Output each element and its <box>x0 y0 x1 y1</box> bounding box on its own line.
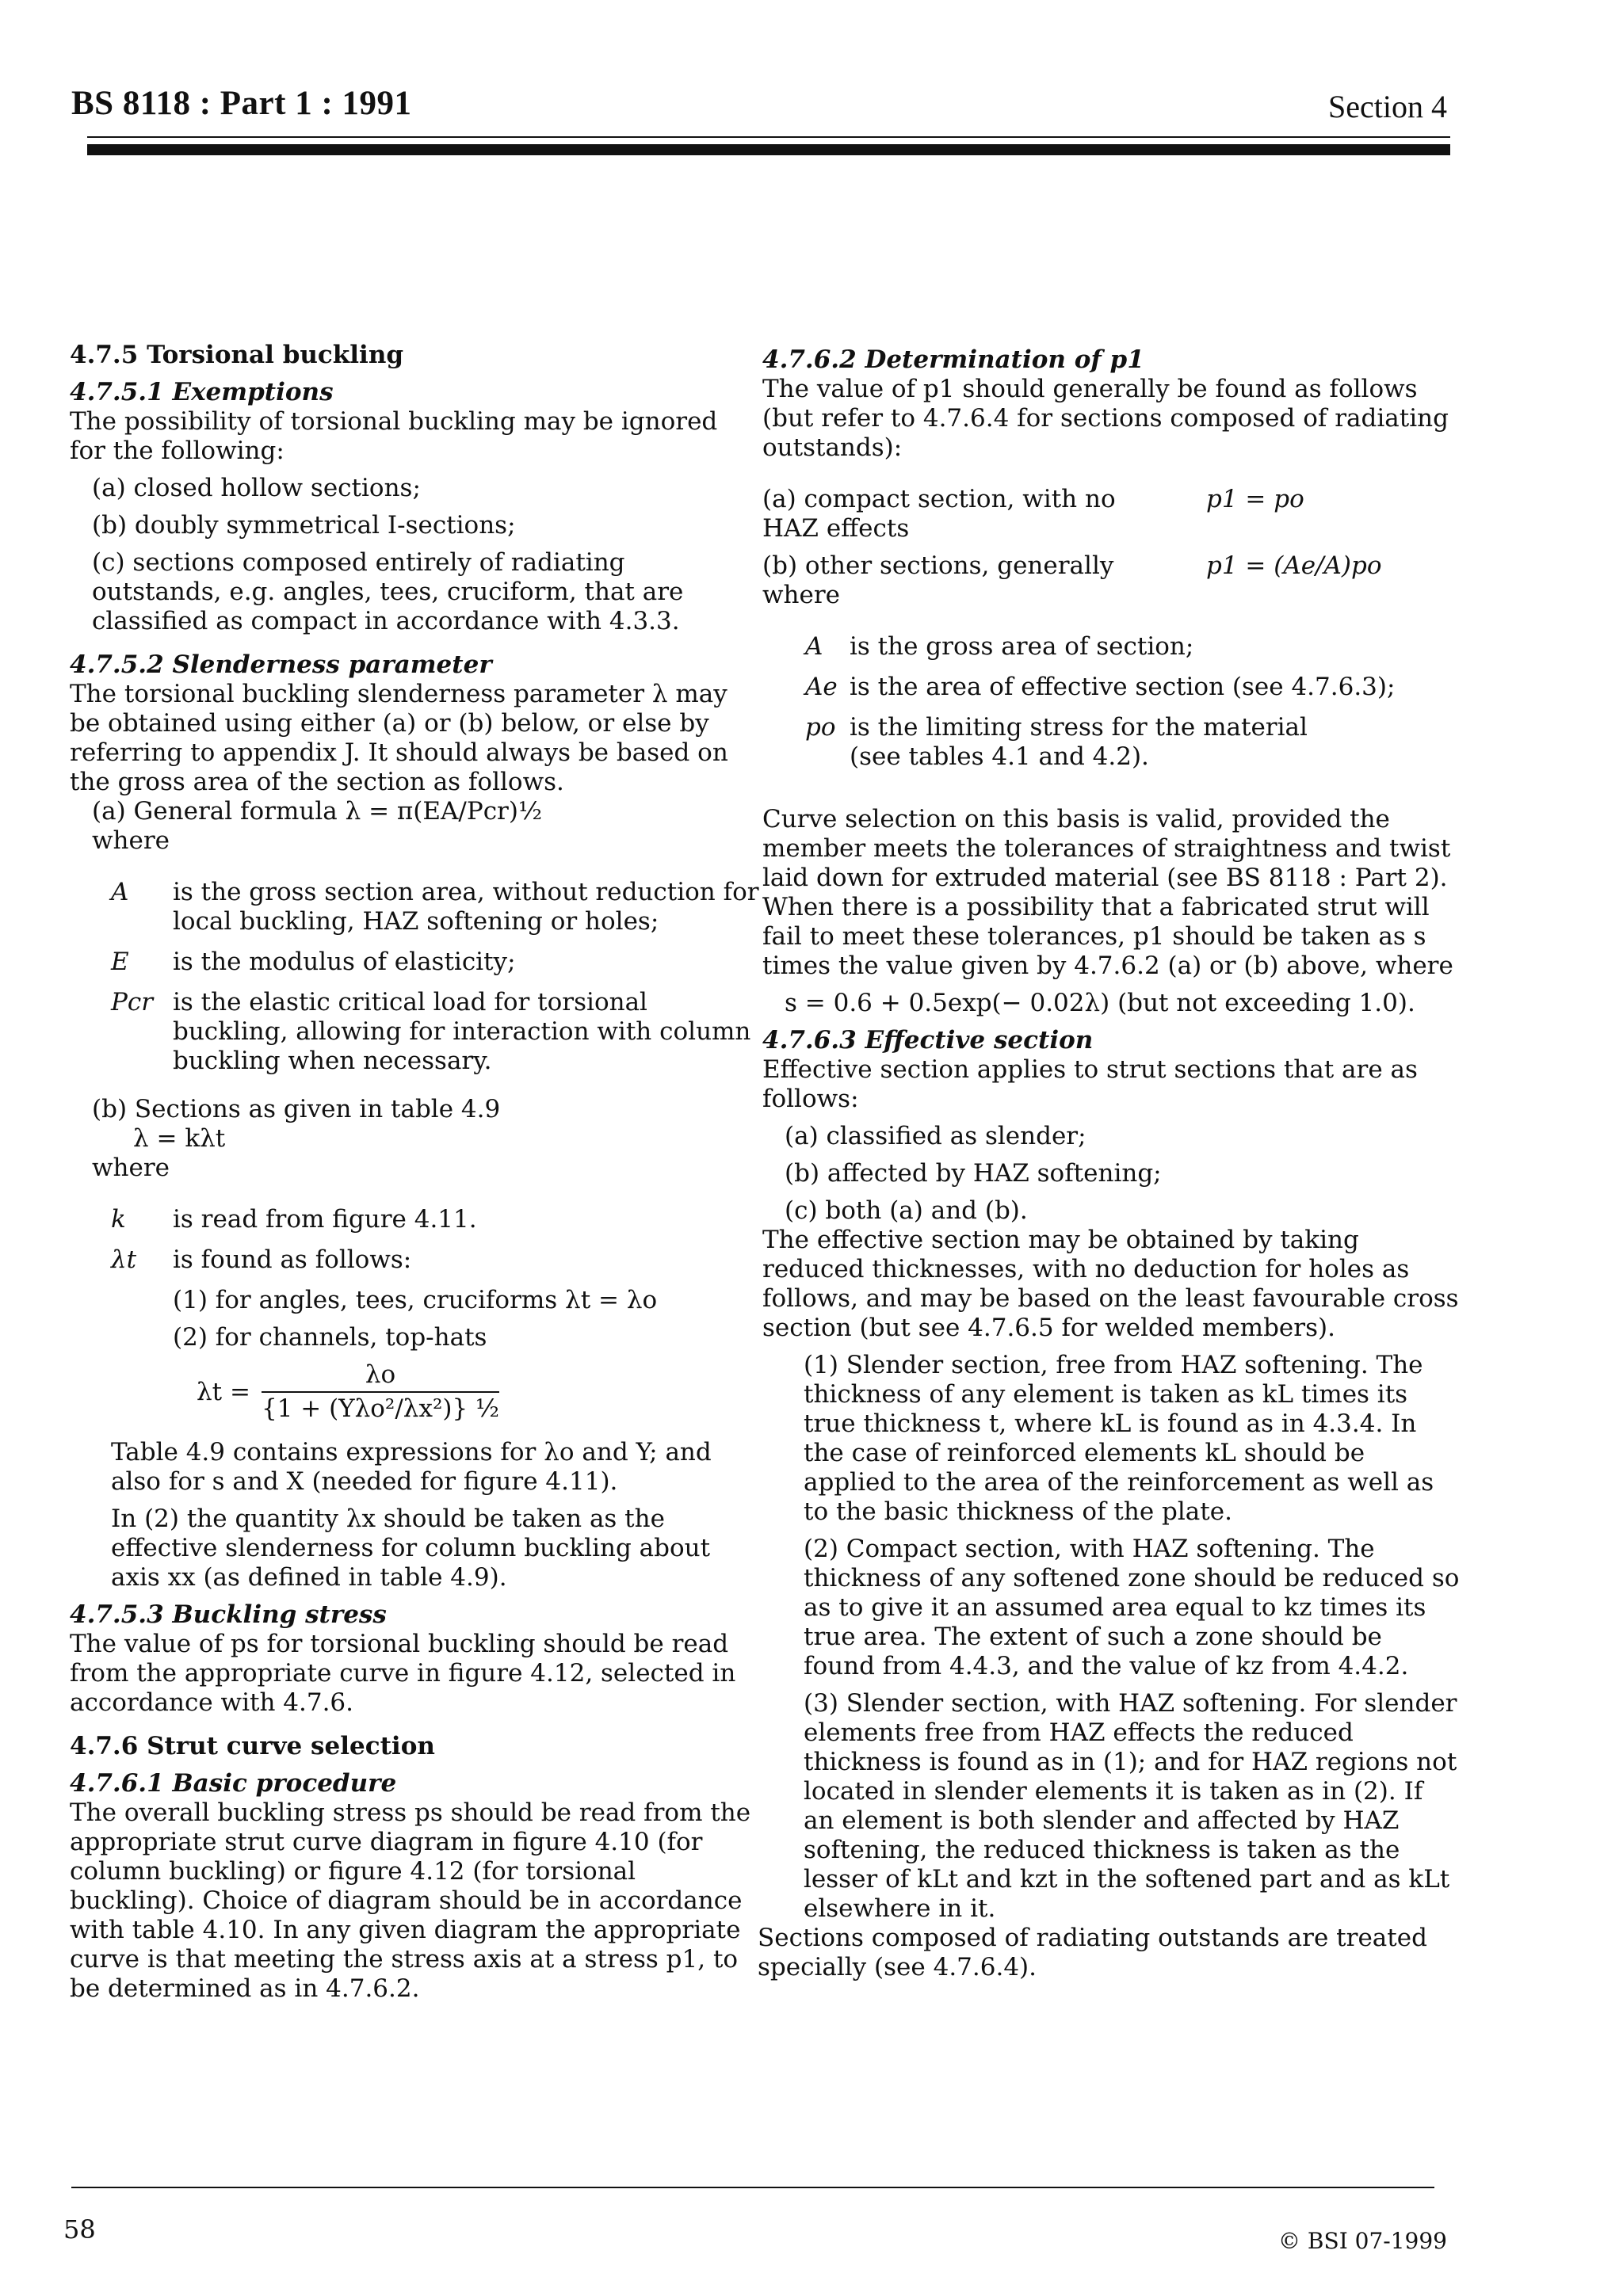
document-reference: BS 8118 : Part 1 : 1991 <box>71 85 412 122</box>
heading-4-7-6-2: 4.7.6.2 Determination of p1 <box>762 345 1144 374</box>
case-b-equation: p1 = (Ae/A)po <box>1206 551 1382 580</box>
def-symbol: A <box>111 878 129 906</box>
heading-4-7-5-3: 4.7.5.3 Buckling stress <box>70 1600 387 1629</box>
paragraph-effective-section: The effective section may be obtained by taking reduced thicknesses, with no deduction for holes as follows, and may be based on the least favourable cross section (but see 4.7.6.5 for welded members). <box>762 1226 1459 1342</box>
item-3: (3) Slender section, with HAZ softening. For slender elements free from HAZ effects the reduced thickness is found as in (1); and for HAZ regions not located in slender elements it is taken as in (2). If an element is both slender and affected by HAZ softening, the reduced thickness is taken as the lesser of kLt and kzt in the softened part and as kLt elsewhere in it. <box>804 1689 1457 1923</box>
item-1: (1) Slender section, free from HAZ softening. The thickness of any element is taken as kL times its true thickness t, where kL is found as in 4.3.4. In the case of reinforced elements kL should be applied to the area of the reinforcement as well as to the basic thickness of the plate. <box>804 1351 1434 1526</box>
effective-c: (c) both (a) and (b). <box>785 1196 1028 1225</box>
def-description: is the elastic critical load for torsional buckling, allowing for interaction with column buckling when necessary. <box>173 988 751 1075</box>
case-a-text: (a) compact section, with no HAZ effects <box>762 485 1116 543</box>
case-1: (1) for angles, tees, cruciforms λt = λo <box>173 1286 658 1314</box>
right-column <box>758 345 1460 1982</box>
def-symbol: E <box>111 948 129 976</box>
exemption-c: (c) sections composed entirely of radiating outstands, e.g. angles, tees, cruciform, that are classified as compact in accordance with 4.3.3. <box>92 548 684 635</box>
case-a-row <box>762 485 1460 543</box>
fraction-lhs: λt = <box>197 1377 250 1406</box>
heading-4-7-5-2: 4.7.5.2 Slenderness parameter <box>70 650 492 679</box>
page-number: 58 <box>63 2214 96 2245</box>
def-symbol: Pcr <box>111 988 154 1016</box>
case-a-equation: p1 = po <box>1206 485 1304 513</box>
heading-4-7-5: 4.7.5 Torsional buckling <box>70 341 404 369</box>
def-symbol: k <box>111 1205 126 1234</box>
paragraph-4-7-5-3: The value of ps for torsional buckling should be read from the appropriate curve in figure 4.12, selected in accordance with 4.7.6. <box>70 1630 736 1717</box>
def-description: is found as follows: <box>173 1245 412 1274</box>
paragraph-case-2-note: In (2) the quantity λx should be taken as the effective slenderness for column buckling about axis xx (as defined in table 4.9). <box>111 1505 711 1592</box>
s-equation: s = 0.6 + 0.5exp(− 0.02λ) (but not exceeding 1.0). <box>785 989 1415 1017</box>
heading-4-7-6-1: 4.7.6.1 Basic procedure <box>70 1769 397 1798</box>
footer-rule <box>71 2187 1434 2188</box>
def-symbol: λt <box>111 1245 137 1274</box>
fraction-denominator: {1 + (Yλo²/λx²)} ½ <box>261 1394 500 1423</box>
def-description: is the gross section area, without reduction for local buckling, HAZ softening or holes; <box>173 878 759 936</box>
paragraph-curve-selection: Curve selection on this basis is valid, provided the member meets the tolerances of straightness and twist laid down for extruded material (see BS 8118 : Part 2). When there is a possibility that a fabricated strut will fail to meet these tolerances, p1 should be taken as s times the value given by 4.7.6.2 (a) or (b) above, where <box>762 805 1453 980</box>
fraction-numerator: λo <box>365 1360 396 1389</box>
def-description: is the limiting stress for the material (see tables 4.1 and 4.2). <box>850 713 1308 771</box>
case-b-text: (b) other sections, generally <box>762 551 1114 580</box>
where-label-2: where <box>92 1154 170 1182</box>
paragraph-4-7-6-1: The overall buckling stress ps should be read from the appropriate strut curve diagram in figure 4.10 (for column buckling) or figure 4.12 (for torsional buckling). Choice of diagram should be in accordance with table 4.10. In any given diagram the appropriate curve is that meeting the stress axis at a stress p1, to be determined as in 4.7.6.2. <box>70 1798 751 2003</box>
def-description: is the area of effective section (see 4.7.6.3); <box>850 673 1396 701</box>
paragraph-4-7-6-3: Effective section applies to strut sections that are as follows: <box>762 1055 1418 1113</box>
definitions-list-right <box>762 632 1460 783</box>
left-column <box>70 341 759 2004</box>
case-b-row <box>762 551 1460 581</box>
header-rule-thin <box>87 136 1450 138</box>
definitions-list-1 <box>70 878 759 1087</box>
formula-b-equation: λ = kλt <box>133 1124 226 1153</box>
def-symbol: Ae <box>805 673 838 701</box>
case-2: (2) for channels, top-hats <box>173 1323 487 1352</box>
def-description: is the gross area of section; <box>850 632 1194 661</box>
paragraph-4-7-5-2: The torsional buckling slenderness parameter λ may be obtained using either (a) or (b) below, or else by referring to appendix J. It should always be based on the gross area of the section as follows. <box>70 680 728 796</box>
paragraph-4-7-5-1: The possibility of torsional buckling may be ignored for the following: <box>70 407 718 465</box>
formula-a: (a) General formula λ = π(EA/Pcr)½ <box>92 797 543 826</box>
fraction-formula <box>70 1360 759 1424</box>
item-2: (2) Compact section, with HAZ softening. The thickness of any softened zone should be reduced so as to give it an assumed area equal to kz times its true area. The extent of such a zone should be found from 4.4.3, and the value of kz from 4.4.2. <box>804 1535 1460 1680</box>
def-description: is the modulus of elasticity; <box>173 948 516 976</box>
heading-4-7-6: 4.7.6 Strut curve selection <box>70 1732 435 1760</box>
copyright-notice: © BSI 07-1999 <box>1278 2228 1447 2254</box>
def-symbol: A <box>805 632 823 661</box>
heading-4-7-5-1: 4.7.5.1 Exemptions <box>70 378 334 406</box>
paragraph-radiating-outstands: Sections composed of radiating outstands are treated specially (see 4.7.6.4). <box>758 1924 1427 1981</box>
def-symbol: po <box>805 713 836 742</box>
paragraph-4-7-6-2: The value of p1 should generally be found as follows (but refer to 4.7.6.4 for sections composed of radiating outstands): <box>762 375 1449 462</box>
header-rule-thick <box>87 144 1450 155</box>
section-label: Section 4 <box>1328 89 1447 124</box>
def-description: is read from figure 4.11. <box>173 1205 477 1234</box>
definitions-list-2 <box>70 1205 759 1286</box>
heading-4-7-6-3: 4.7.6.3 Effective section <box>762 1026 1094 1055</box>
where-label-1: where <box>92 826 170 855</box>
paragraph-table-4-9: Table 4.9 contains expressions for λo and Y; and also for s and X (needed for figure 4.11). <box>111 1438 712 1496</box>
exemption-a: (a) closed hollow sections; <box>92 474 421 502</box>
effective-a: (a) classified as slender; <box>785 1122 1086 1150</box>
exemption-b: (b) doubly symmetrical I-sections; <box>92 511 516 540</box>
effective-b: (b) affected by HAZ softening; <box>785 1159 1162 1188</box>
formula-b: (b) Sections as given in table 4.9 <box>92 1095 501 1123</box>
where-label: where <box>762 581 841 609</box>
fraction-bar <box>262 1391 499 1393</box>
